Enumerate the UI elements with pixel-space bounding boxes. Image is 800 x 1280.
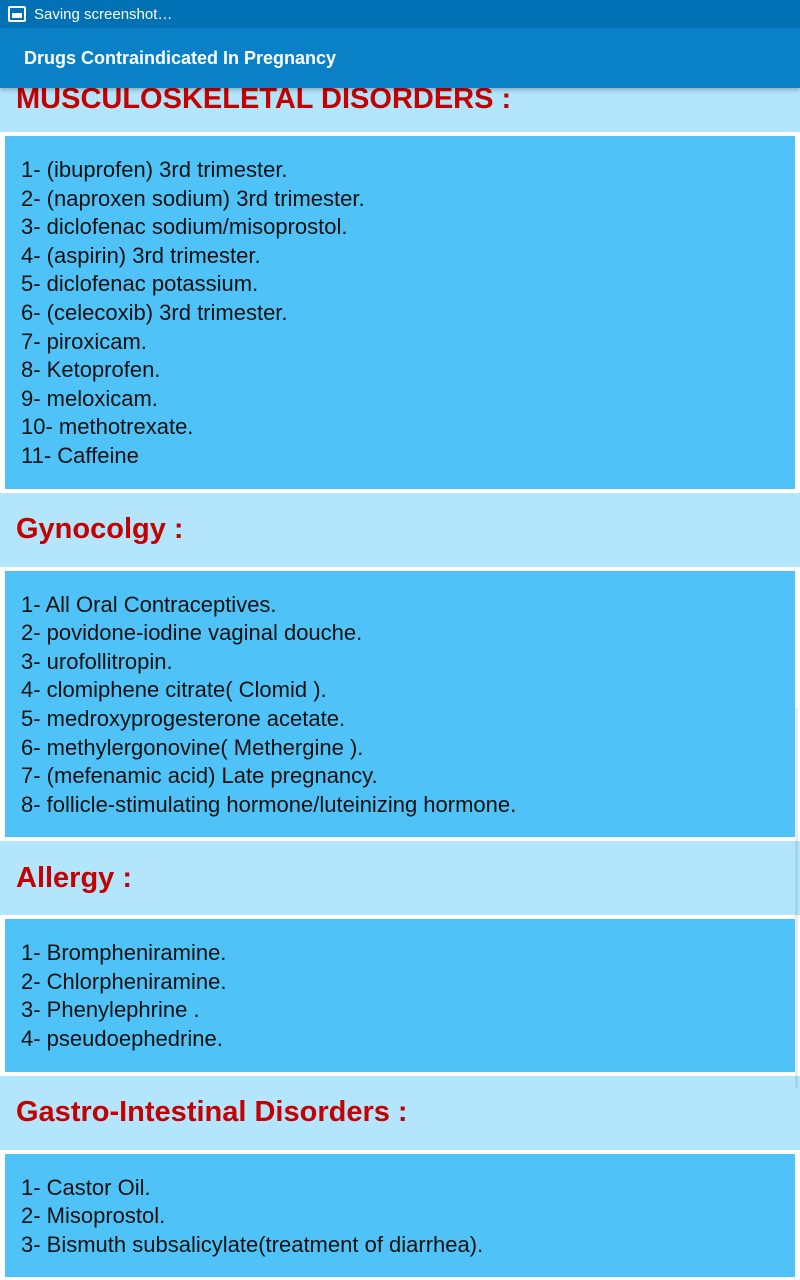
list-item: 1- All Oral Contraceptives. [21,591,277,617]
list-item: 1- (ibuprofen) 3rd trimester. [21,157,288,182]
list-item: 6- (celecoxib) 3rd trimester. [21,299,288,325]
section-title: MUSCULOSKELETAL DISORDERS : [16,88,512,115]
section-title: Gynocolgy : [16,513,184,546]
list-item: 8- follicle-stimulating hormone/luteinizing hormone. [21,791,517,817]
list-item: 2- (naproxen sodium) 3rd trimester. [21,185,365,211]
list-item: 4- (aspirin) 3rd trimester. [21,242,261,268]
section-items-musculoskeletal [5,136,795,489]
status-text: Saving screenshot… [34,5,173,23]
section-header-gastro-intestinal [0,1076,800,1150]
section-items-gastro-intestinal [5,1154,795,1278]
section-header-musculoskeletal [0,88,800,132]
list-item: 9- meloxicam. [21,385,158,411]
list-item: 7- piroxicam. [21,328,147,354]
list-item: 1- Castor Oil. [21,1174,151,1200]
app-bar [0,28,800,88]
list-item: 1- Brompheniramine. [21,940,227,966]
list-item: 11- Caffeine [21,442,139,468]
page-title: Drugs Contraindicated In Pregnancy [24,47,337,68]
list-item: 4- pseudoephedrine. [21,1026,223,1052]
list-item: 5- diclofenac potassium. [21,271,259,297]
section-header-allergy [0,841,800,915]
list-item: 2- Chlorpheniramine. [21,968,227,994]
list-item: 4- clomiphene citrate( Clomid ). [21,677,327,703]
list-item: 2- povidone-iodine vaginal douche. [21,620,363,646]
list-item: 2- Misoprostol. [21,1203,166,1229]
list-item: 10- methotrexate. [21,414,194,440]
list-item: 3- Bismuth subsalicylate(treatment of diarrhea). [21,1231,484,1257]
section-items-allergy [5,919,795,1071]
content-scroll-area[interactable] [0,88,800,1280]
list-item: 8- Ketoprofen. [21,357,161,383]
section-title: Allergy : [16,861,133,894]
list-item: 3- urofollitropin. [21,648,173,674]
section-header-gynecology [0,493,800,567]
scrollbar[interactable] [795,708,798,1088]
list-item: 7- (mefenamic acid) Late pregnancy. [21,763,378,789]
section-list [0,88,800,1280]
list-item: 5- medroxyprogesterone acetate. [21,705,346,731]
screenshot-icon [8,6,26,22]
status-bar [0,0,800,28]
section-items-gynecology [5,571,795,838]
list-item: 6- methylergonovine( Methergine ). [21,734,364,760]
list-item: 3- diclofenac sodium/misoprostol. [21,214,348,240]
section-title: Gastro-Intestinal Disorders : [16,1096,408,1129]
list-item: 3- Phenylephrine . [21,997,200,1023]
